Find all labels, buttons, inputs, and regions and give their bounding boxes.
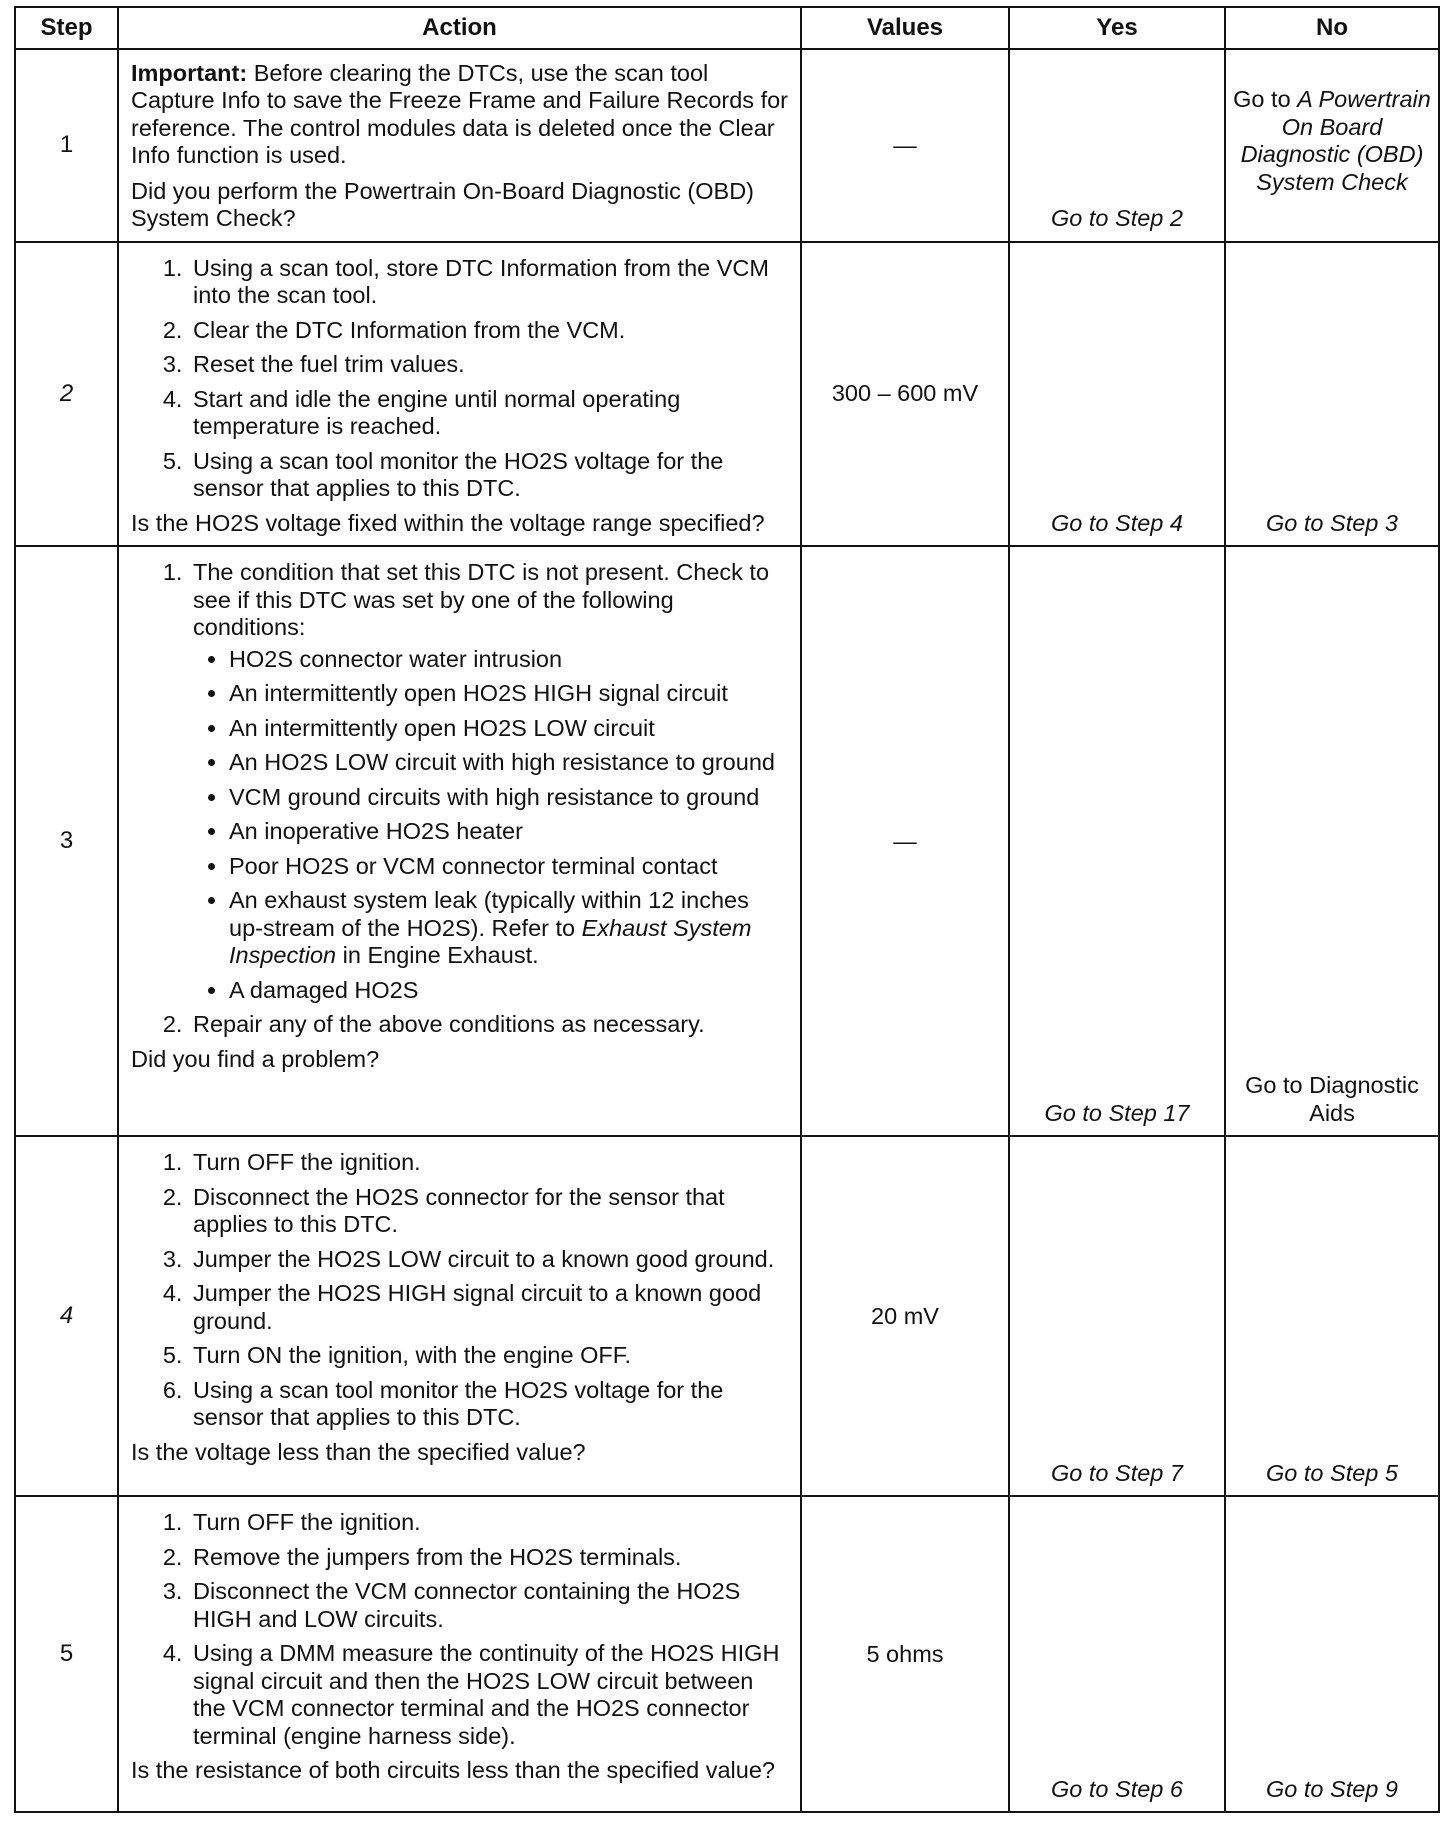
list-item: 2. Remove the jumpers from the HO2S terminals. [189, 1544, 788, 1571]
list-item: 2. Disconnect the HO2S connector for the sensor that applies to this DTC. [189, 1184, 788, 1239]
no-cell: Go to Diagnostic Aids [1225, 546, 1439, 1136]
header-values: Values [801, 7, 1009, 49]
step-number: 4 [15, 1136, 118, 1496]
list-item: 4. Using a DMM measure the continuity of the HO2S HIGH signal circuit and then the HO2S LOW circuit between the VCM connector terminal and the HO2S connector terminal (engine harness side). [189, 1640, 788, 1750]
step-list [131, 1149, 788, 1431]
exhaust-text-end: in Engine Exhaust. [336, 942, 539, 969]
bullet-item: • Poor HO2S or VCM connector terminal contact [229, 853, 788, 880]
table-row [15, 546, 1439, 1136]
list-item: 3. Reset the fuel trim values. [189, 351, 788, 378]
table-row [15, 1136, 1439, 1496]
list-item: 4. Jumper the HO2S HIGH signal circuit to a known good ground. [189, 1280, 788, 1335]
list-item: 3. Disconnect the VCM connector containing the HO2S HIGH and LOW circuits. [189, 1578, 788, 1633]
diagnostic-table [14, 6, 1440, 1813]
step-number: 1 [15, 49, 118, 242]
bullet-item [229, 887, 788, 969]
table-row [15, 49, 1439, 242]
exhaust-text: An exhaust system leak (typically within 12 inches up-stream of the HO2S). Refer to [229, 887, 749, 941]
no-reference: A Powertrain On Board Diagnostic (OBD) System Check [1240, 86, 1431, 195]
yes-cell: Go to Step 17 [1009, 546, 1225, 1136]
yes-cell: Go to Step 2 [1009, 49, 1225, 242]
step-number: 3 [15, 546, 118, 1136]
value-cell: 300 – 600 mV [801, 242, 1009, 546]
step-list [131, 255, 788, 503]
step-list [131, 559, 788, 1038]
yes-cell: Go to Step 4 [1009, 242, 1225, 546]
list-item: 2. Clear the DTC Information from the VCM. [189, 317, 788, 344]
question: Did you find a problem? [131, 1045, 380, 1072]
condition-list [193, 646, 788, 1004]
action-cell [118, 242, 801, 546]
bullet-item: • HO2S connector water intrusion [229, 646, 788, 673]
value-cell: 5 ohms [801, 1496, 1009, 1812]
step-number: 2 [15, 242, 118, 546]
step-number: 5 [15, 1496, 118, 1812]
no-cell: Go to Step 5 [1225, 1136, 1439, 1496]
question: Is the HO2S voltage fixed within the voltage range specified? [131, 509, 765, 536]
important-label: Important: [131, 60, 248, 86]
list-item: 3. Jumper the HO2S LOW circuit to a known good ground. [189, 1246, 788, 1273]
no-prefix: Go to [1233, 86, 1298, 113]
list-item: 1. Turn OFF the ignition. [189, 1149, 788, 1176]
important-note [131, 60, 788, 170]
bullet-item: • An HO2S LOW circuit with high resistance to ground [229, 749, 788, 776]
table-row [15, 1496, 1439, 1812]
action-cell [118, 546, 801, 1136]
list-item: 4. Start and idle the engine until normal operating temperature is reached. [189, 386, 788, 441]
bullet-item: • An intermittently open HO2S LOW circuit [229, 715, 788, 742]
no-cell [1225, 49, 1439, 242]
header-step: Step [15, 7, 118, 49]
question: Did you perform the Powertrain On-Board Diagnostic (OBD) System Check? [131, 177, 754, 232]
list-item: 2. Repair any of the above conditions as necessary. [189, 1011, 788, 1038]
list-item [189, 559, 788, 1004]
header-action: Action [118, 7, 801, 49]
list-item: 5. Turn ON the ignition, with the engine OFF. [189, 1342, 788, 1369]
list-item-text: The condition that set this DTC is not present. Check to see if this DTC was set by one of the following conditions: [193, 559, 770, 641]
yes-cell: Go to Step 7 [1009, 1136, 1225, 1496]
question: Is the voltage less than the specified value? [131, 1438, 586, 1465]
action-cell [118, 1496, 801, 1812]
list-item: 6. Using a scan tool monitor the HO2S voltage for the sensor that applies to this DTC. [189, 1377, 788, 1432]
question: Is the resistance of both circuits less than the specified value? [131, 1757, 775, 1784]
header-no: No [1225, 7, 1439, 49]
value-cell: — [801, 546, 1009, 1136]
header-yes: Yes [1009, 7, 1225, 49]
bullet-item: • An intermittently open HO2S HIGH signal circuit [229, 680, 788, 707]
action-cell [118, 1136, 801, 1496]
bullet-item: • A damaged HO2S [229, 977, 788, 1004]
action-cell [118, 49, 801, 242]
step-list [131, 1509, 788, 1750]
list-item: 5. Using a scan tool monitor the HO2S voltage for the sensor that applies to this DTC. [189, 448, 788, 503]
list-item: 1. Using a scan tool, store DTC Information from the VCM into the scan tool. [189, 255, 788, 310]
value-cell: 20 mV [801, 1136, 1009, 1496]
bullet-item: • VCM ground circuits with high resistance to ground [229, 784, 788, 811]
table-header-row [15, 7, 1439, 49]
yes-cell: Go to Step 6 [1009, 1496, 1225, 1812]
bullet-item: • An inoperative HO2S heater [229, 818, 788, 845]
list-item: 1. Turn OFF the ignition. [189, 1509, 788, 1536]
table-row [15, 242, 1439, 546]
exhaust-reference: Exhaust System Inspection [229, 914, 752, 969]
value-cell: — [801, 49, 1009, 242]
important-text: Before clearing the DTCs, use the scan tool Capture Info to save the Freeze Frame and Failure Records for reference. The control modules data is deleted once the Clear Info function is used. [131, 60, 789, 169]
no-cell: Go to Step 9 [1225, 1496, 1439, 1812]
no-cell: Go to Step 3 [1225, 242, 1439, 546]
